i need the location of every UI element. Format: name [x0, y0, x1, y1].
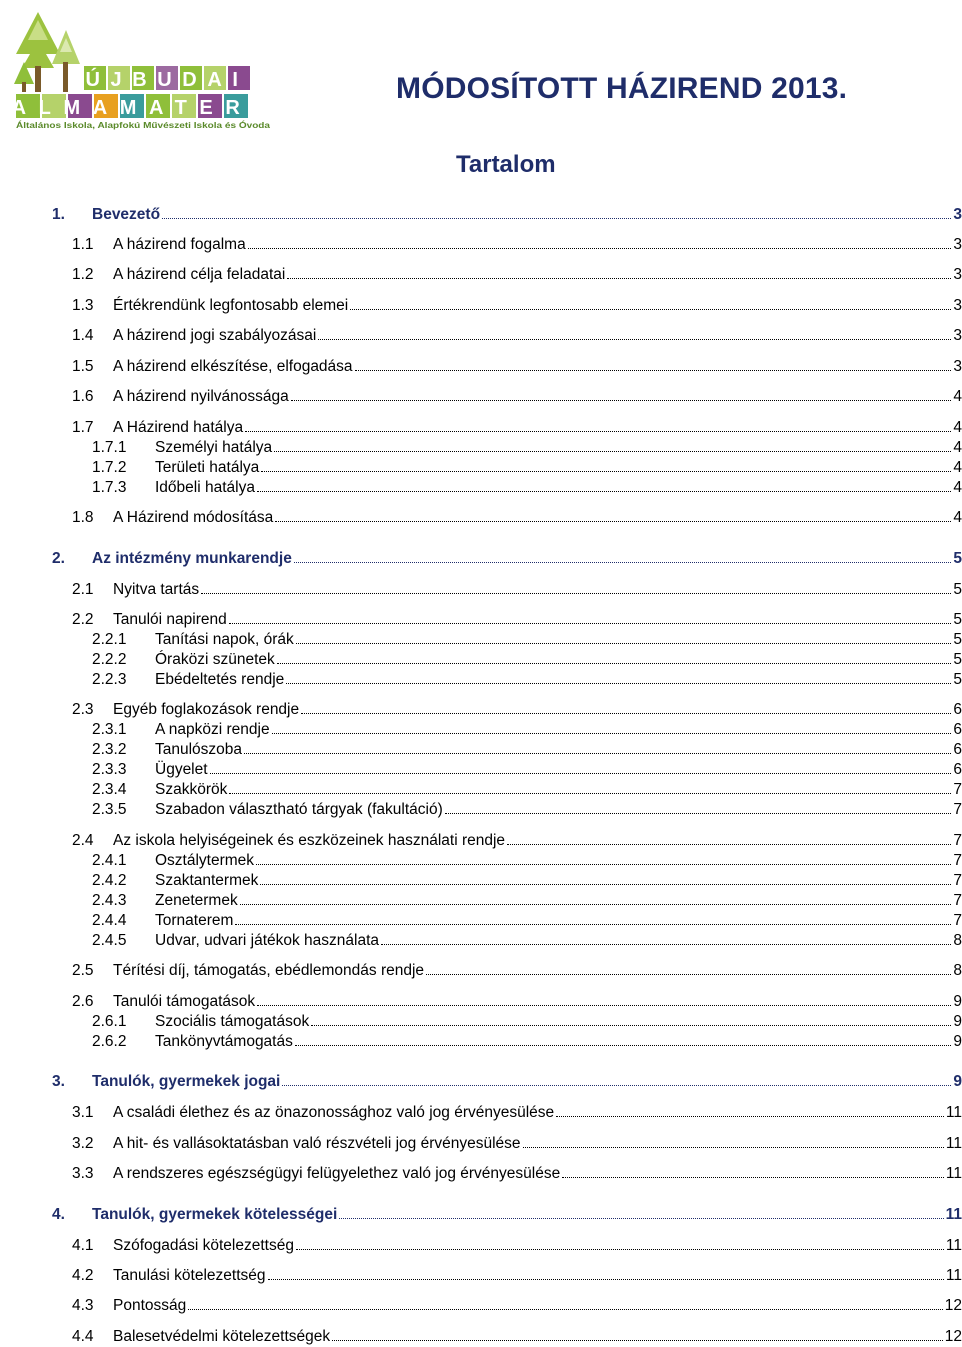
toc-entry[interactable] — [72, 580, 962, 600]
toc-leader-dots — [381, 944, 951, 945]
toc-entry-label: Időbeli hatálya — [155, 479, 255, 496]
toc-entry[interactable] — [92, 851, 962, 871]
toc-entry[interactable] — [72, 326, 962, 346]
toc-entry-page: 8 — [953, 932, 962, 949]
toc-leader-dots — [294, 562, 952, 563]
toc-entry-number: 2.2.1 — [92, 631, 127, 648]
toc-leader-dots — [210, 773, 952, 774]
toc-entry[interactable] — [72, 1296, 962, 1316]
toc-entry-label: Bevezető — [92, 206, 161, 223]
toc-leader-dots — [523, 1147, 944, 1148]
toc-entry-number: 1.1 — [72, 236, 94, 253]
toc-entry[interactable] — [72, 1164, 962, 1184]
toc-entry-label: Osztálytermek — [155, 852, 255, 869]
toc-leader-dots — [339, 1218, 943, 1219]
toc-entry[interactable] — [72, 418, 962, 438]
toc-entry-page: 6 — [953, 721, 962, 738]
toc-entry[interactable] — [92, 760, 962, 780]
logo-line2: ALMAMATER — [11, 97, 253, 119]
toc-entry-label: Értékrendünk legfontosabb elemei — [113, 297, 349, 314]
toc-entry-label: Az iskola helyiségeinek és eszközeinek használati rendje — [113, 832, 506, 849]
toc-entry-page: 5 — [953, 631, 962, 648]
toc-entry-label: Tanulási kötelezettség — [113, 1267, 266, 1284]
toc-entry-page: 4 — [953, 439, 962, 456]
toc-entry[interactable] — [72, 700, 962, 720]
toc-leader-dots — [350, 309, 951, 310]
toc-entry-label: Tornaterem — [155, 912, 234, 929]
toc-leader-dots — [295, 1045, 952, 1046]
toc-entry-label: Tanulói napirend — [113, 611, 227, 628]
toc-entry-number: 2.4 — [72, 832, 94, 849]
toc-entry-number: 2.4.1 — [92, 852, 127, 869]
toc-entry[interactable] — [92, 650, 962, 670]
toc-leader-dots — [274, 451, 951, 452]
toc-entry-page: 4 — [953, 459, 962, 476]
toc-entry-page: 4 — [953, 388, 962, 405]
toc-entry-number: 1.7.2 — [92, 459, 127, 476]
toc-entry-number: 4.1 — [72, 1237, 94, 1254]
toc-leader-dots — [272, 733, 952, 734]
toc-entry[interactable] — [72, 1266, 962, 1286]
toc-leader-dots — [188, 1309, 943, 1310]
toc-entry-number: 1.7 — [72, 419, 94, 436]
toc-entry-number: 2.2 — [72, 611, 94, 628]
toc-entry-page: 4 — [953, 419, 962, 436]
toc-entry-page: 12 — [944, 1328, 962, 1345]
toc-entry-page: 5 — [953, 581, 962, 598]
toc-leader-dots — [301, 713, 951, 714]
toc-entry-page: 6 — [953, 761, 962, 778]
toc-leader-dots — [286, 683, 951, 684]
toc-entry-number: 1.2 — [72, 266, 94, 283]
toc-entry-label: Pontosság — [113, 1297, 187, 1314]
toc-leader-dots — [235, 924, 951, 925]
toc-entry[interactable] — [92, 720, 962, 740]
toc-entry-number: 1.5 — [72, 358, 94, 375]
toc-entry-page: 11 — [945, 1135, 962, 1152]
toc-entry-number: 1. — [52, 206, 65, 223]
toc-entry-label: A Házirend hatálya — [113, 419, 244, 436]
toc-entry-number: 1.7.1 — [92, 439, 127, 456]
toc-entry-page: 5 — [953, 671, 962, 688]
toc-entry[interactable] — [72, 265, 962, 285]
toc-entry-label: Ügyelet — [155, 761, 208, 778]
toc-entry-number: 1.4 — [72, 327, 94, 344]
toc-entry[interactable] — [92, 911, 962, 931]
toc-entry-number: 1.3 — [72, 297, 94, 314]
toc-entry[interactable] — [92, 438, 962, 458]
toc-entry-number: 2.2.3 — [92, 671, 127, 688]
toc-entry-label: A rendszeres egészségügyi felügyelethez való jog érvényesülése — [113, 1165, 561, 1182]
toc-leader-dots — [260, 884, 951, 885]
toc-entry-page: 7 — [953, 832, 962, 849]
toc-entry[interactable] — [92, 630, 962, 650]
toc-entry-page: 7 — [953, 852, 962, 869]
toc-leader-dots — [256, 864, 951, 865]
toc-entry-number: 2.5 — [72, 962, 94, 979]
toc-entry-label: A házirend célja feladatai — [113, 266, 286, 283]
toc-leader-dots — [556, 1116, 944, 1117]
toc-entry-number: 4.4 — [72, 1328, 94, 1345]
toc-entry-page: 3 — [953, 297, 962, 314]
toc-entry-page: 11 — [945, 1104, 962, 1121]
toc-leader-dots — [275, 521, 951, 522]
toc-entry-number: 1.6 — [72, 388, 94, 405]
toc-entry[interactable] — [72, 961, 962, 981]
toc-leader-dots — [257, 1005, 951, 1006]
toc-entry[interactable] — [52, 1205, 962, 1225]
toc-leader-dots — [244, 753, 951, 754]
toc-leader-dots — [261, 471, 951, 472]
toc-leader-dots — [507, 844, 951, 845]
tree-icons — [14, 12, 80, 92]
toc-entry-number: 1.7.3 — [92, 479, 127, 496]
toc-entry-number: 3.1 — [72, 1104, 94, 1121]
toc-leader-dots — [229, 623, 952, 624]
toc-entry-label: Szociális támogatások — [155, 1013, 310, 1030]
toc-entry-label: Területi hatálya — [155, 459, 260, 476]
toc-entry-label: Szófogadási kötelezettség — [113, 1237, 294, 1254]
toc-entry-label: A házirend elkészítése, elfogadása — [113, 358, 353, 375]
toc-entry-number: 2.3.5 — [92, 801, 127, 818]
toc-entry-page: 9 — [953, 1073, 962, 1090]
toc-entry-label: A házirend nyilvánossága — [113, 388, 289, 405]
toc-entry-label: Tanulói támogatások — [113, 993, 256, 1010]
toc-entry-page: 11 — [945, 1267, 962, 1284]
toc-entry-page: 7 — [953, 801, 962, 818]
toc-leader-dots — [257, 491, 951, 492]
toc-entry-number: 3. — [52, 1073, 65, 1090]
logo-graphic — [8, 8, 270, 130]
toc-leader-dots — [318, 339, 951, 340]
toc-entry-page: 4 — [953, 479, 962, 496]
toc-entry[interactable] — [72, 508, 962, 528]
logo-line1: ÚJBUDAI — [85, 69, 249, 91]
toc-entry[interactable] — [72, 610, 962, 630]
toc-entry[interactable] — [92, 1032, 962, 1052]
toc-entry[interactable] — [72, 1134, 962, 1154]
toc-entry-page: 7 — [953, 912, 962, 929]
toc-entry[interactable] — [92, 780, 962, 800]
toc-entry[interactable] — [92, 670, 962, 690]
toc-entry-page: 5 — [953, 651, 962, 668]
toc-entry-page: 8 — [953, 962, 962, 979]
toc-entry-label: Szakkörök — [155, 781, 228, 798]
toc-entry[interactable] — [72, 357, 962, 377]
toc-entry[interactable] — [52, 1072, 962, 1092]
toc-entry-page: 9 — [953, 993, 962, 1010]
toc-entry[interactable] — [92, 931, 962, 951]
toc-entry-number: 4. — [52, 1206, 65, 1223]
toc-entry-label: Térítési díj, támogatás, ebédlemondás rendje — [113, 962, 425, 979]
toc-entry[interactable] — [72, 992, 962, 1012]
toc-entry-label: Szabadon választható tárgyak (fakultáció) — [155, 801, 443, 818]
toc-leader-dots — [268, 1279, 944, 1280]
toc-entry-label: Zenetermek — [155, 892, 238, 909]
toc-leader-dots — [355, 370, 952, 371]
toc-entry-page: 11 — [945, 1237, 962, 1254]
toc-entry-label: A házirend fogalma — [113, 236, 246, 253]
toc-entry-page: 4 — [953, 509, 962, 526]
toc-entry-label: Szaktantermek — [155, 872, 259, 889]
document-title: MÓDOSÍTOTT HÁZIREND 2013. — [396, 72, 848, 105]
toc-entry-page: 7 — [953, 872, 962, 889]
toc-entry-number: 4.3 — [72, 1297, 94, 1314]
toc-entry-number: 2.6.1 — [92, 1013, 127, 1030]
toc-entry[interactable] — [92, 478, 962, 498]
toc-entry-page: 3 — [953, 358, 962, 375]
toc-entry-number: 2.4.3 — [92, 892, 127, 909]
toc-leader-dots — [426, 974, 951, 975]
toc-entry-page: 11 — [945, 1206, 962, 1223]
toc-entry-number: 2.1 — [72, 581, 94, 598]
toc-entry-label: Tanítási napok, órák — [155, 631, 294, 648]
toc-entry[interactable] — [92, 891, 962, 911]
toc-entry-page: 3 — [953, 266, 962, 283]
toc-leader-dots — [240, 904, 952, 905]
toc-entry-label: A hit- és vallásoktatásban való részvételi jog érvényesülése — [113, 1135, 521, 1152]
toc-entry[interactable] — [72, 1327, 962, 1347]
toc-entry[interactable] — [92, 871, 962, 891]
toc-entry-page: 6 — [953, 701, 962, 718]
toc-entry-page: 3 — [953, 206, 962, 223]
toc-entry-number: 2.3.4 — [92, 781, 127, 798]
toc-entry-number: 4.2 — [72, 1267, 94, 1284]
toc-entry-number: 1.8 — [72, 509, 94, 526]
toc-leader-dots — [287, 278, 951, 279]
toc-entry[interactable] — [52, 205, 962, 225]
toc-leader-dots — [291, 400, 952, 401]
toc-entry-label: Az intézmény munkarendje — [92, 550, 292, 567]
toc-leader-dots — [332, 1340, 943, 1341]
toc-entry-page: 5 — [953, 611, 962, 628]
toc-entry-number: 2.4.4 — [92, 912, 127, 929]
toc-entry-label: Nyitva tartás — [113, 581, 200, 598]
toc-entry-label: A családi élethez és az önazonossághoz való jog érvényesülése — [113, 1104, 555, 1121]
toc-entry[interactable] — [72, 235, 962, 255]
toc-entry-number: 2.2.2 — [92, 651, 127, 668]
toc-entry-number: 2. — [52, 550, 65, 567]
toc-entry-page: 6 — [953, 741, 962, 758]
school-logo — [8, 8, 270, 130]
toc-entry-label: A napközi rendje — [155, 721, 270, 738]
logo-subtitle: Általános Iskola, Alapfokú Művészeti Iskola és Óvoda — [16, 120, 234, 130]
toc-entry-number: 2.4.2 — [92, 872, 127, 889]
toc-entry[interactable] — [72, 296, 962, 316]
toc-entry-label: Tanulók, gyermekek kötelességei — [92, 1206, 338, 1223]
toc-entry-label: Személyi hatálya — [155, 439, 273, 456]
toc-entry-label: Tankönyvtámogatás — [155, 1033, 293, 1050]
toc-entry-label: A Házirend módosítása — [113, 509, 274, 526]
toc-entry[interactable] — [72, 1103, 962, 1123]
toc-entry[interactable] — [92, 1012, 962, 1032]
toc-leader-dots — [282, 1085, 951, 1086]
toc-leader-dots — [277, 663, 952, 664]
toc-leader-dots — [562, 1177, 944, 1178]
toc-entry-page: 5 — [953, 550, 962, 567]
toc-entry-page: 12 — [944, 1297, 962, 1314]
toc-leader-dots — [311, 1025, 951, 1026]
toc-entry[interactable] — [92, 740, 962, 760]
toc-entry-label: Tanulók, gyermekek jogai — [92, 1073, 281, 1090]
toc-entry-number: 2.3.1 — [92, 721, 127, 738]
toc-entry[interactable] — [72, 831, 962, 851]
toc-entry-page: 7 — [953, 892, 962, 909]
toc-heading: Tartalom — [456, 151, 556, 178]
toc-entry-page: 3 — [953, 327, 962, 344]
toc-entry-number: 3.3 — [72, 1165, 94, 1182]
toc-entry-label: Egyéb foglakozások rendje — [113, 701, 300, 718]
toc-entry-page: 9 — [953, 1013, 962, 1030]
toc-entry[interactable] — [52, 549, 962, 569]
toc-entry[interactable] — [92, 800, 962, 820]
toc-entry-page: 9 — [953, 1033, 962, 1050]
toc-entry-number: 3.2 — [72, 1135, 94, 1152]
toc-entry-label: Óraközi szünetek — [155, 651, 275, 668]
toc-entry-label: Udvar, udvari játékok használata — [155, 932, 380, 949]
toc-entry-label: Balesetvédelmi kötelezettségek — [113, 1328, 331, 1345]
toc-entry-label: Tanulószoba — [155, 741, 243, 758]
toc-leader-dots — [296, 1249, 944, 1250]
toc-leader-dots — [296, 643, 952, 644]
toc-entry-number: 2.3 — [72, 701, 94, 718]
toc-entry[interactable] — [72, 387, 962, 407]
toc-leader-dots — [229, 793, 951, 794]
toc-entry-page: 3 — [953, 236, 962, 253]
toc-entry[interactable] — [92, 458, 962, 478]
toc-entry-page: 7 — [953, 781, 962, 798]
toc-entry-number: 2.4.5 — [92, 932, 127, 949]
toc-entry-label: A házirend jogi szabályozásai — [113, 327, 317, 344]
toc-leader-dots — [248, 248, 952, 249]
toc-entry-label: Ebédeltetés rendje — [155, 671, 285, 688]
toc-leader-dots — [445, 813, 952, 814]
toc-entry-page: 11 — [945, 1165, 962, 1182]
toc-entry[interactable] — [72, 1236, 962, 1256]
toc-entry-number: 2.6.2 — [92, 1033, 127, 1050]
toc-leader-dots — [245, 431, 951, 432]
toc-leader-dots — [162, 218, 951, 219]
toc-entry-number: 2.3.2 — [92, 741, 127, 758]
toc-entry-number: 2.6 — [72, 993, 94, 1010]
toc-leader-dots — [201, 593, 951, 594]
toc-entry-number: 2.3.3 — [92, 761, 127, 778]
